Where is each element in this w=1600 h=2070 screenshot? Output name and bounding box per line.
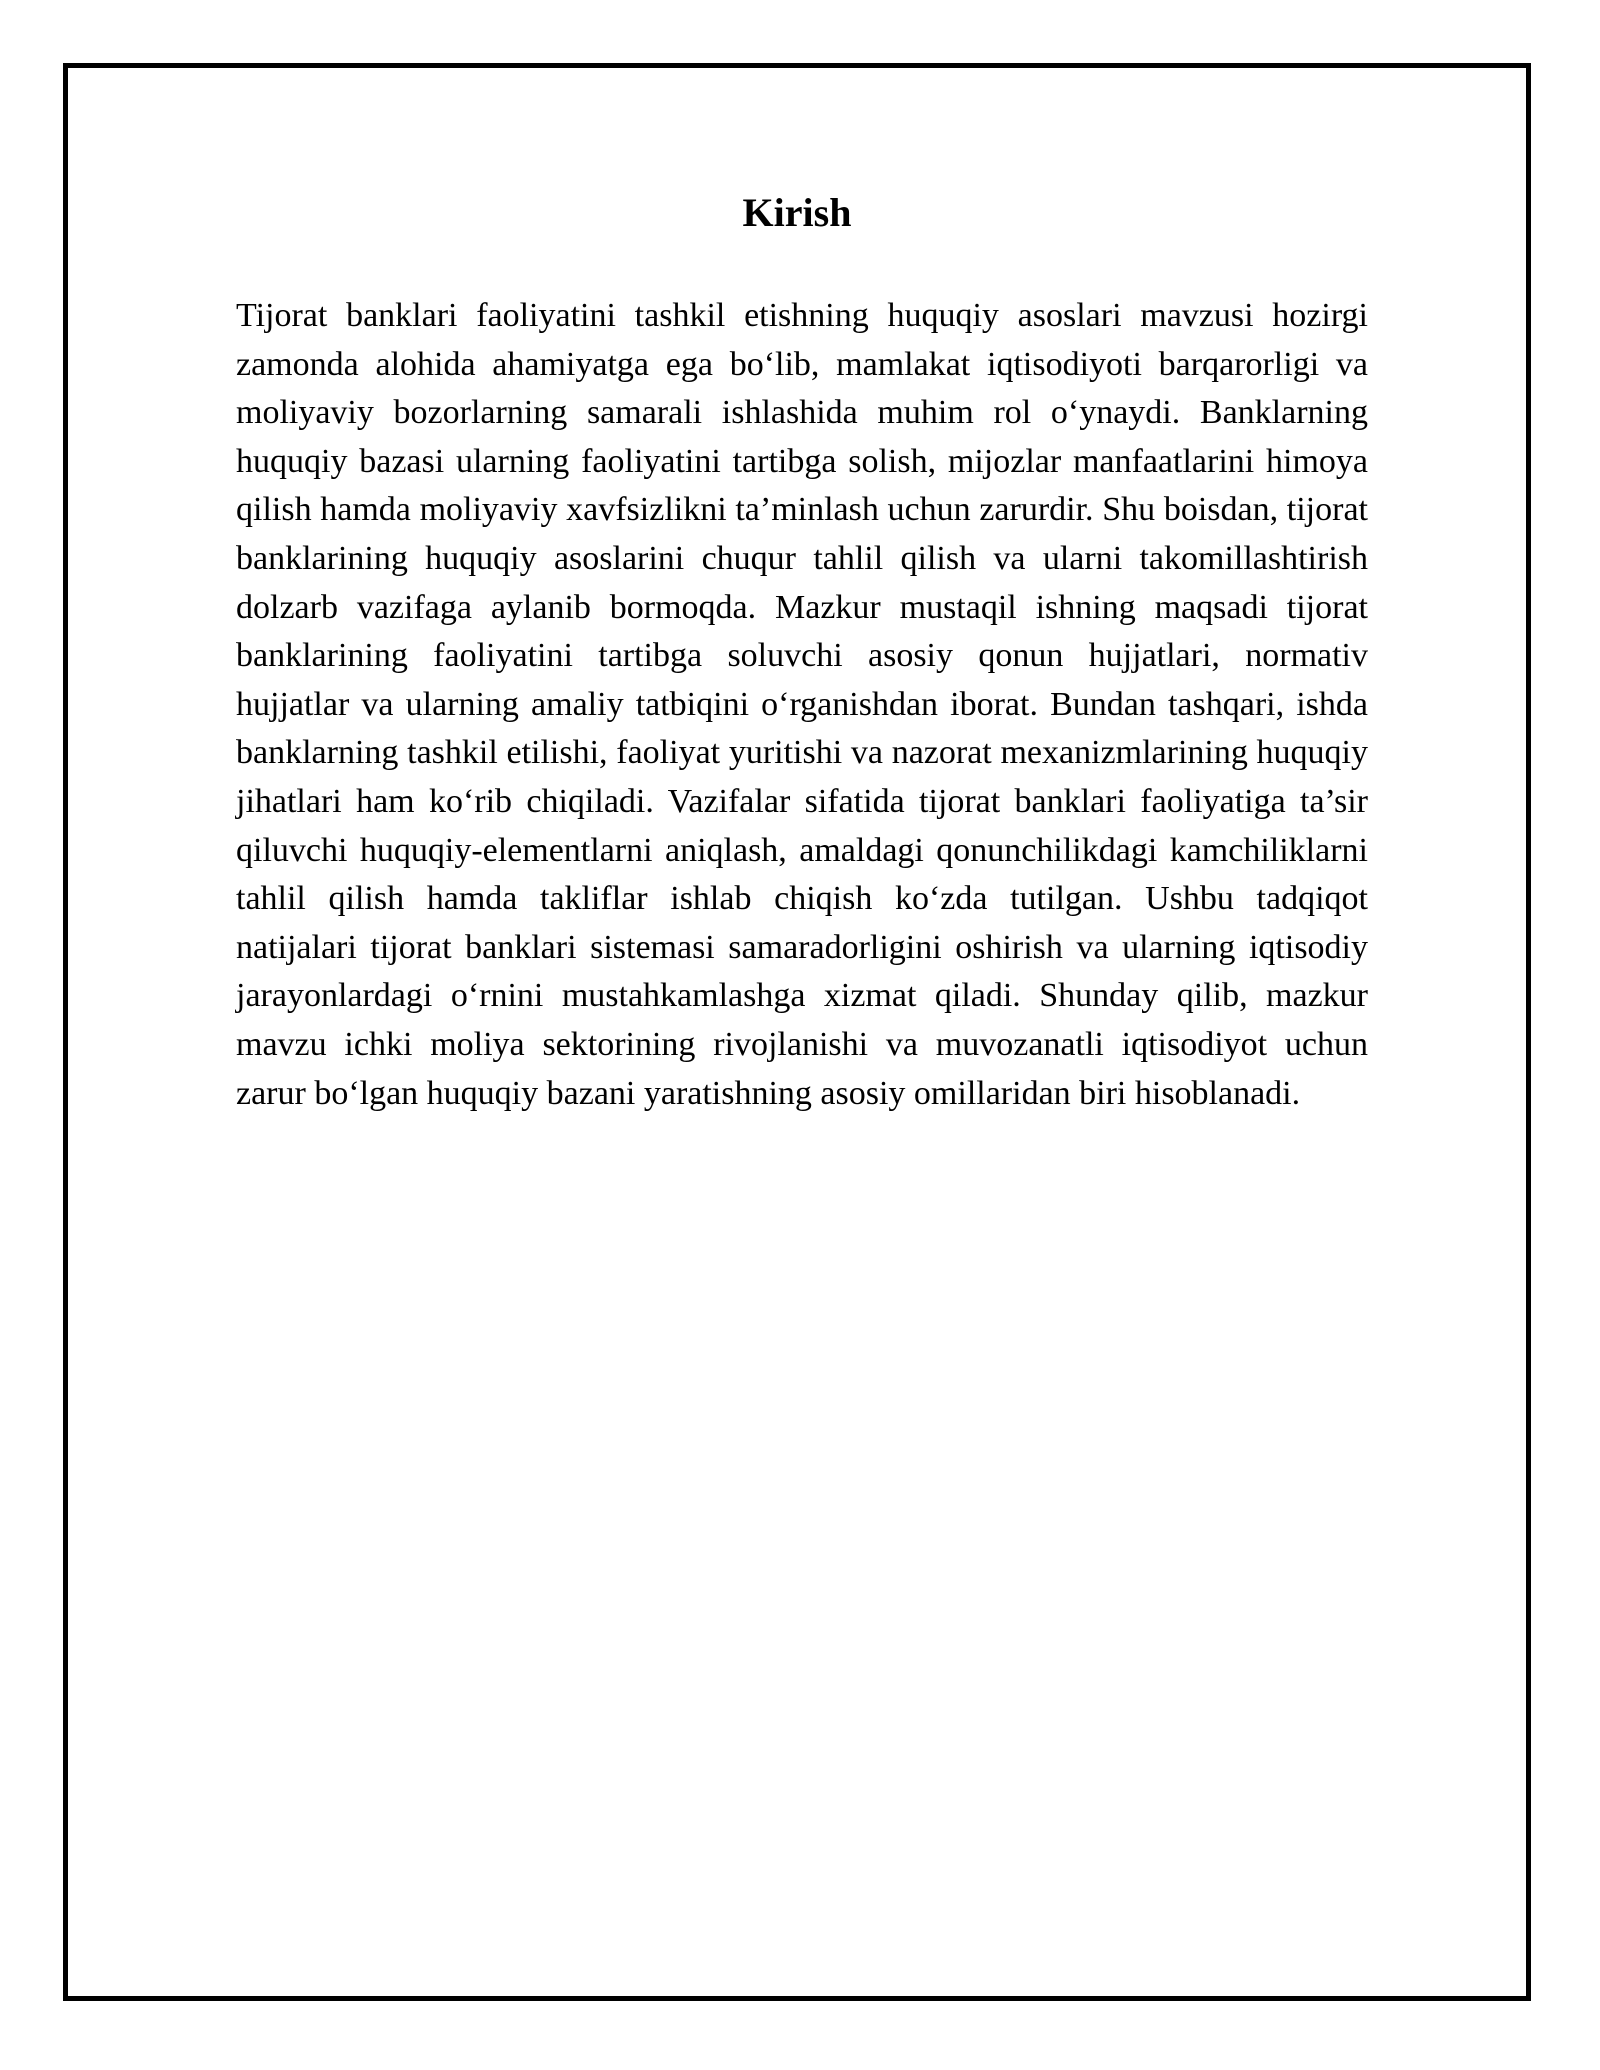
page-title: Kirish — [742, 190, 852, 235]
body-paragraph: Tijorat banklari faoliyatini tashkil etishning huquqiy asoslari mavzusi hozirgi zamonda alohida ahamiyatga ega bo‘lib, mamlakat iqtisodiyoti barqarorligi va moliyaviy bozorlarning samarali ishlashida muhim rol o‘ynaydi. Banklarning huquqiy bazasi ularning faoliyatini tartibga solish, mijozlar manfaatlarini himoya qilish hamda moliyaviy xavfsizlikni ta’minlash uchun zarurdir. Shu boisdan, tijorat banklarining huquqiy asoslarini chuqur tahlil qilish va ularni takomillashtirish dolzarb vazifaga aylanib bormoqda. Mazkur mustaqil ishning maqsadi tijorat banklarining faoliyatini tartibga soluvchi asosiy qonun hujjatlari, normativ hujjatlar va ularning amaliy tatbiqini o‘rganishdan iborat. Bundan tashqari, ishda banklarning tashkil etilishi, faoliyat yuritishi va nazorat mexanizmlarining huquqiy jihatlari ham ko‘rib chiqiladi. Vazifalar sifatida tijorat banklari faoliyatiga ta’sir qiluvchi huquqiy-elementlarni aniqlash, amaldagi qonunchilikdagi kamchiliklarni tahlil qilish hamda takliflar ishlab chiqish ko‘zda tutilgan. Ushbu tadqiqot natijalari tijorat banklari sistemasi samaradorligini oshirish va ularning iqtisodiy jarayonlardagi o‘rnini mustahkamlashga xizmat qiladi. Shunday qilib, mazkur mavzu ichki moliya sektorining rivojlanishi va muvozanatli iqtisodiyot uchun zarur bo‘lgan huquqiy bazani yaratishning asosiy omillaridan biri hisoblanadi. — [236, 297, 1368, 1112]
page-border — [63, 63, 1531, 2001]
